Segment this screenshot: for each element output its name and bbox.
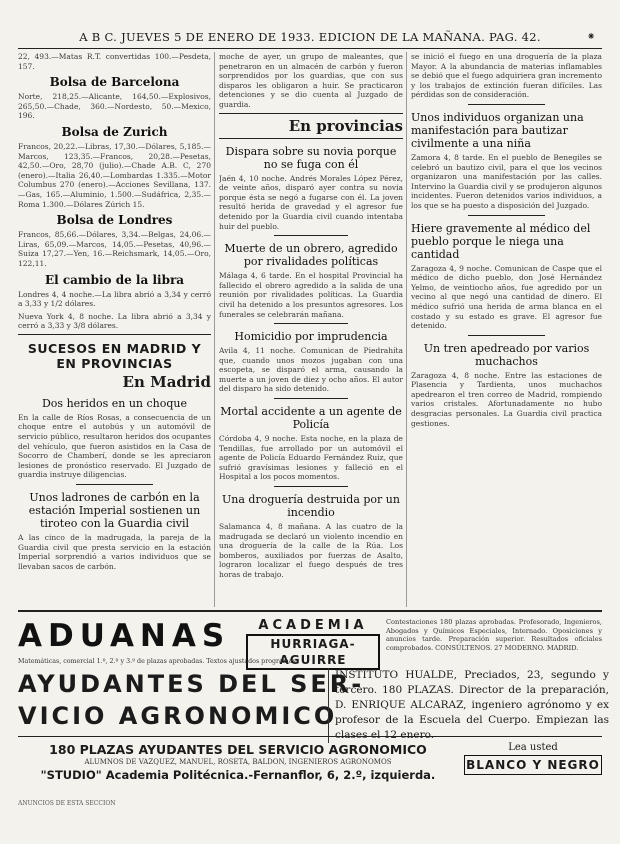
paragraph: Córdoba 4, 9 noche. Esta noche, en la plaza de Tendillas, fue arrollado por un automóvil el agente de Policía Eduardo Fernández Ruiz, que sufrió gravísimas lesiones y falleció en el Hospital a los pocos momentos. <box>219 434 403 482</box>
heading-tren-apedreado: Un tren apedreado por varios muchachos <box>423 341 590 368</box>
heading-cambio-libra: El cambio de la libra <box>44 272 185 287</box>
ad-blanco-y-negro-title: BLANCO Y NEGRO <box>464 755 602 775</box>
paragraph: Salamanca 4, 8 mañana. A las cuatro de la madrugada se declaró un violento incendio en una droguería de la calle de la Rúa. Los bomberos, auxiliados por fuerzas de Asalto, lograron localizar el fuego después de tres horas de trabajo. <box>219 522 403 579</box>
divider <box>274 323 348 324</box>
ad-blanco-y-negro <box>464 742 602 775</box>
ad-studio-academia: "STUDIO" Academia Politécnica.-Fernanflor, 6, 2.º, izquierda. <box>40 768 436 782</box>
divider <box>274 486 348 487</box>
paragraph: Zaragoza 4, 8 noche. Entre las estaciones de Plasencia y Tardienta, unos muchachos apedrearon el tren correo de Madrid, rompiendo varios cristales. Afortunadamente no hubo desgracias personales. La Guardia civil practica gestiones. <box>411 370 602 428</box>
section-en-provincias: En provincias <box>288 116 403 135</box>
ad-180-plazas-sub: ALUMNOS DE VAZQUEZ, MANUEL, ROSETA, BALDON, INGENIEROS AGRONOMOS <box>84 758 392 766</box>
advertisements <box>18 610 609 817</box>
ad-footer-note: ANUNCIOS DE ESTA SECCION <box>18 800 116 807</box>
ad-lea-usted: Lea usted <box>508 742 558 753</box>
divider <box>18 736 602 737</box>
header-title: A B C. JUEVES 5 DE ENERO DE 1933. EDICION DE LA MAÑANA. PAG. 42. <box>79 30 541 44</box>
column-3 <box>411 52 602 607</box>
ad-academia-details: Contestaciones 180 plazas aprobadas. Profesorado, Ingenieros, Abogados y Químicos Especiales, Internado. Oposiciones y anuncios tarde. Preparación superior. Resultados oficiales comprobados. CONSÚLTENOS. 27 MODERNO. MADRID. <box>386 618 602 652</box>
paragraph: En la calle de Ríos Rosas, a consecuencia de un choque entre el autobús y un automóvil de servicio público, resultaron heridos dos ocupantes del vehículo, que fueron asistidos en la Casa de Socorro de Chamberí, donde se les apreciaron lesiones de pronóstico reservado. El Juzgado de guardia instruye diligencias. <box>18 412 211 480</box>
paragraph: moche de ayer, un grupo de maleantes, que penetraron en un almacén de carbón y fueron sorprendidos por los guardias, que con sus disparos les obligaron a huir. Se practicaron detenciones y se dio cuenta al Juzgado de guardia. <box>219 52 403 109</box>
heading-muerte-obrero: Muerte de un obrero, agredido por rivalidades políticas <box>224 242 398 269</box>
heading-bolsa-zurich: Bolsa de Zurich <box>61 124 168 139</box>
paragraph: Jaén 4, 10 noche. Andrés Morales López Pérez, de veinte años, disparó ayer contra su novia porque ésta se negó a fugarse con él. La joven resultó herida de gravedad y el agresor fue detenido por la Guardia civil cuando intentaba huir del pueblo. <box>219 173 403 231</box>
column-divider <box>214 52 215 607</box>
heading-hiere-medico: Hiere gravemente al médico del pueblo porque le niega una cantidad <box>411 221 591 261</box>
section-heading-sucesos: SUCESOS EN MADRID Y EN PROVINCIAS <box>27 340 202 371</box>
ad-instituto-hualde: INSTITUTO HUALDE, Preciados, 23, segundo y tercero. 180 PLAZAS. Director de la preparación, D. ENRIQUE ALCARAZ, ingeniero agrónomo y ex profesor de la Escuela del Cuerpo. Empiezan las clases el 12 enero. <box>328 668 609 743</box>
ad-aduanas: ADUANAS <box>18 618 231 654</box>
paragraph: Londres 4, 4 noche.—La libra abrió a 3,34 y cerró a 3,33 y 1/2 dólares. <box>18 289 211 309</box>
paragraph: se inició el fuego en una droguería de la plaza Mayor. A la abundancia de materias inflamables se debió que el fuego adquiriera gran incremento y los trabajos de extinción fueran difíciles. Las pérdidas son de consideración. <box>411 52 602 100</box>
header-ornament: ⁕ <box>586 30 596 43</box>
heading-homicidio: Homicidio por imprudencia <box>234 330 388 344</box>
divider <box>468 215 544 216</box>
divider <box>219 113 403 114</box>
page-header <box>18 26 602 49</box>
divider <box>468 335 544 336</box>
divider <box>219 138 403 139</box>
divider <box>468 104 544 105</box>
paragraph: Francos, 85,66.—Dólares, 3,34.—Belgas, 24,06.—Liras, 65,09.—Marcos, 14,05.—Pesetas, 40,96.—Suiza 17,27.—Yen, 16.—Reichsmark, 14,05.—Oro, 122,11. <box>18 230 211 268</box>
heading-dos-heridos: Dos heridos en un choque <box>41 396 188 410</box>
paragraph: Zaragoza 4, 9 noche. Comunican de Caspe que el médico de dicho pueblo, don José Hernández Yelmo, de veintiocho años, fue agredido por un vecino al que negó una cantidad de dinero. El médico sufrió una herida de arma blanca en el costado y su estado es grave. El agresor fue detenido. <box>411 263 602 331</box>
paragraph: Málaga 4, 6 tarde. En el hospital Provincial ha fallecido el obrero agredido a la salida de una reunión por rivalidades políticas. La Guardia civil ha detenido a los presuntos agresores. Los funerales se celebrarán mañana. <box>219 271 403 319</box>
paragraph: Francos, 20,22.—Libras, 17,30.—Dólares, 5,185.—Marcos, 123,35.—Francos, 20,28.—Pesetas, 42,50.—Oro, 28,70 (julio).—Chade A.B. C, 270 (enero).—Italia 26,40.—Lombardas 1.335.—Motor Columbus 270 (enero).—Acciones Sevillana, 137.—Gas, 165.—Aluminio, 1.500.—Sudáfrica, 2,35.—Roma 1.300.—Dólares Zúrich 15. <box>18 141 211 209</box>
divider <box>18 334 211 335</box>
heading-drogueria: Una droguería destruida por un incendio <box>222 493 400 520</box>
section-en-madrid: En Madrid <box>122 372 211 391</box>
paragraph: A las cinco de la madrugada, la pareja de la Guardia civil que presta servicio en la estación Imperial sorprendió a varios individuos que se llevaban sacos de carbón. <box>18 533 211 571</box>
paragraph: Avila 4, 11 noche. Comunican de Piedrahíta que, cuando unos mozos jugaban con una escopeta, se disparó el arma, causando la muerte a un joven de diez y ocho años. El autor del disparo ha sido detenido. <box>219 346 403 394</box>
paragraph: 22, 493.—Matas R.T. convertidas 100.—Pesdeta, 157. <box>18 52 211 71</box>
column-divider <box>406 52 407 607</box>
heading-bolsa-londres: Bolsa de Londres <box>56 213 173 228</box>
ad-180-plazas: 180 PLAZAS AYUDANTES DEL SERVICIO AGRONOMICO <box>49 742 427 757</box>
paragraph: Norte, 218,25.—Alicante, 164,50.—Explosivos, 265,50.—Chade, 360.—Nordesto, 50.—Mexico, 196. <box>18 92 211 121</box>
ad-aduanas-details: Matemáticas, comercial 1.º, 2.º y 3.º de plazas aprobadas. Textos ajustados programas. <box>18 658 298 665</box>
column-2 <box>219 52 403 607</box>
paragraph: Zamora 4, 8 tarde. En el pueblo de Benegiles se celebró un bautizo civil, para el que los vecinos organizaron una manifestación por las calles. Intervino la Guardia civil y se produjeron algunos incidentes. Fueron detenidos varios individuos, a los que se ha puesto a disposición del Juzgado. <box>411 152 602 210</box>
ad-academia-label: ACADEMIA <box>258 618 368 633</box>
ad-ayudantes-line-1: AYUDANTES DEL SER- <box>18 670 365 698</box>
divider <box>76 484 153 485</box>
heading-ladrones: Unos ladrones de carbón en la estación Imperial sostienen un tiroteo con la Guardia civil <box>28 491 201 531</box>
paragraph: Nueva York 4, 8 noche. La libra abrió a 3,34 y cerró a 3,33 y 3/8 dólares. <box>18 311 211 331</box>
ad-ayudantes-line-2: VICIO AGRONOMICO <box>18 702 338 730</box>
heading-bautizo-civil: Unos individuos organizan una manifestación para bautizar civilmente a una niña <box>411 110 584 150</box>
heading-dispara: Dispara sobre su novia porque no se fuga con él <box>225 144 397 171</box>
heading-bolsa-barcelona: Bolsa de Barcelona <box>49 75 180 90</box>
divider <box>274 398 348 399</box>
ad-academia-name: HURRIAGA-AGUIRRE <box>246 634 380 670</box>
column-1 <box>18 52 211 607</box>
heading-mortal-accidente: Mortal accidente a un agente de Policía <box>220 405 402 432</box>
divider <box>274 235 348 236</box>
